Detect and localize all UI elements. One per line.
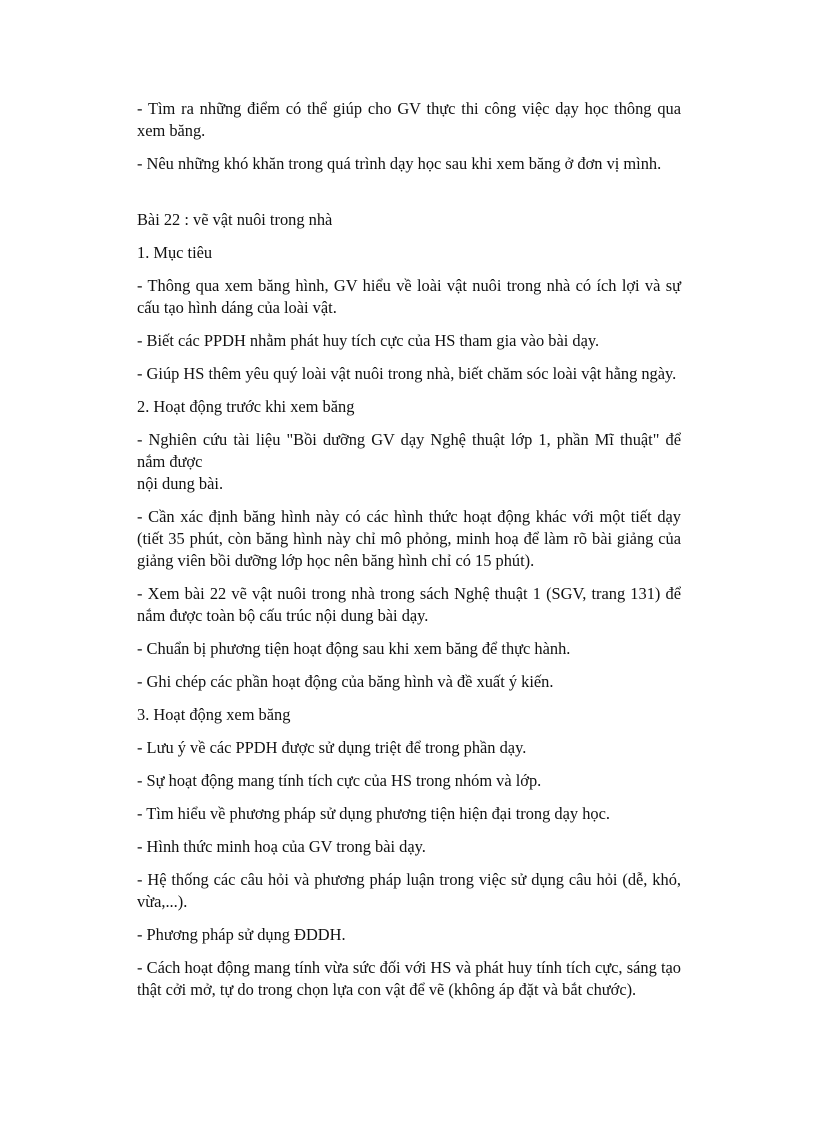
paragraph-objective-2: - Biết các PPDH nhằm phát huy tích cực của HS tham gia vào bài dạy. [137, 331, 600, 350]
paragraph-take-notes: - Ghi chép các phần hoạt động của băng hình và đề xuất ý kiến. [137, 672, 554, 691]
paragraph-question-system: - Hệ thống các câu hỏi và phương pháp luận trong việc sử dụng câu hỏi (dễ, khó, vừa,...). [137, 870, 681, 911]
paragraph-modern-equipment: - Tìm hiểu về phương pháp sử dụng phương tiện hiện đại trong dạy học. [137, 804, 610, 823]
paragraph-active-participation: - Sự hoạt động mang tính tích cực của HS trong nhóm và lớp. [137, 771, 542, 790]
paragraph-objective-3: - Giúp HS thêm yêu quý loài vật nuôi trong nhà, biết chăm sóc loài vật hằng ngày. [137, 364, 677, 383]
paragraph-research-materials-cont: nội dung bài. [137, 474, 224, 493]
paragraph-objective-1: - Thông qua xem băng hình, GV hiểu về loài vật nuôi trong nhà có ích lợi và sự cấu tạo hình dáng của loài vật. [137, 276, 681, 317]
paragraph-illustration: - Hình thức minh hoạ của GV trong bài dạy. [137, 837, 426, 856]
lesson-title: Bài 22 : vẽ vật nuôi trong nhà [137, 210, 333, 229]
paragraph-difficulties: - Nêu những khó khăn trong quá trình dạy học sau khi xem băng ở đơn vị mình. [137, 154, 662, 173]
section-heading-viewing: 3. Hoạt động xem băng [137, 705, 291, 724]
paragraph-find-helpful-points: - Tìm ra những điểm có thể giúp cho GV thực thi công việc dạy học thông qua xem băng. [137, 99, 681, 140]
paragraph-determine-format: - Cần xác định băng hình này có các hình thức hoạt động khác với một tiết dạy (tiết 35 phút, còn băng hình này chỉ mô phỏng, minh hoạ để làm rõ bài giảng của giảng viên bồi dưỡng lớp học nên băng hình chỉ có 15 phút). [137, 507, 681, 570]
paragraph-activity-approach: - Cách hoạt động mang tính vừa sức đối với HS và phát huy tính tích cực, sáng tạo thật cởi mở, tự do trong chọn lựa con vật để vẽ (không áp đặt và bắt chước). [137, 958, 681, 999]
document-page [137, 98, 681, 1012]
paragraph-teaching-aids: - Phương pháp sử dụng ĐDDH. [137, 925, 346, 944]
paragraph-prepare-materials: - Chuẩn bị phương tiện hoạt động sau khi xem băng để thực hành. [137, 639, 571, 658]
section-heading-before-viewing: 2. Hoạt động trước khi xem băng [137, 397, 355, 416]
paragraph-note-methods: - Lưu ý về các PPDH được sử dụng triệt để trong phần dạy. [137, 738, 527, 757]
paragraph-review-lesson: - Xem bài 22 vẽ vật nuôi trong nhà trong sách Nghệ thuật 1 (SGV, trang 131) để nắm được toàn bộ cấu trúc nội dung bài dạy. [137, 584, 681, 625]
section-heading-objectives: 1. Mục tiêu [137, 243, 213, 262]
paragraph-research-materials: - Nghiên cứu tài liệu "Bồi dưỡng GV dạy Nghệ thuật lớp 1, phần Mĩ thuật" để nắm được [137, 430, 681, 471]
